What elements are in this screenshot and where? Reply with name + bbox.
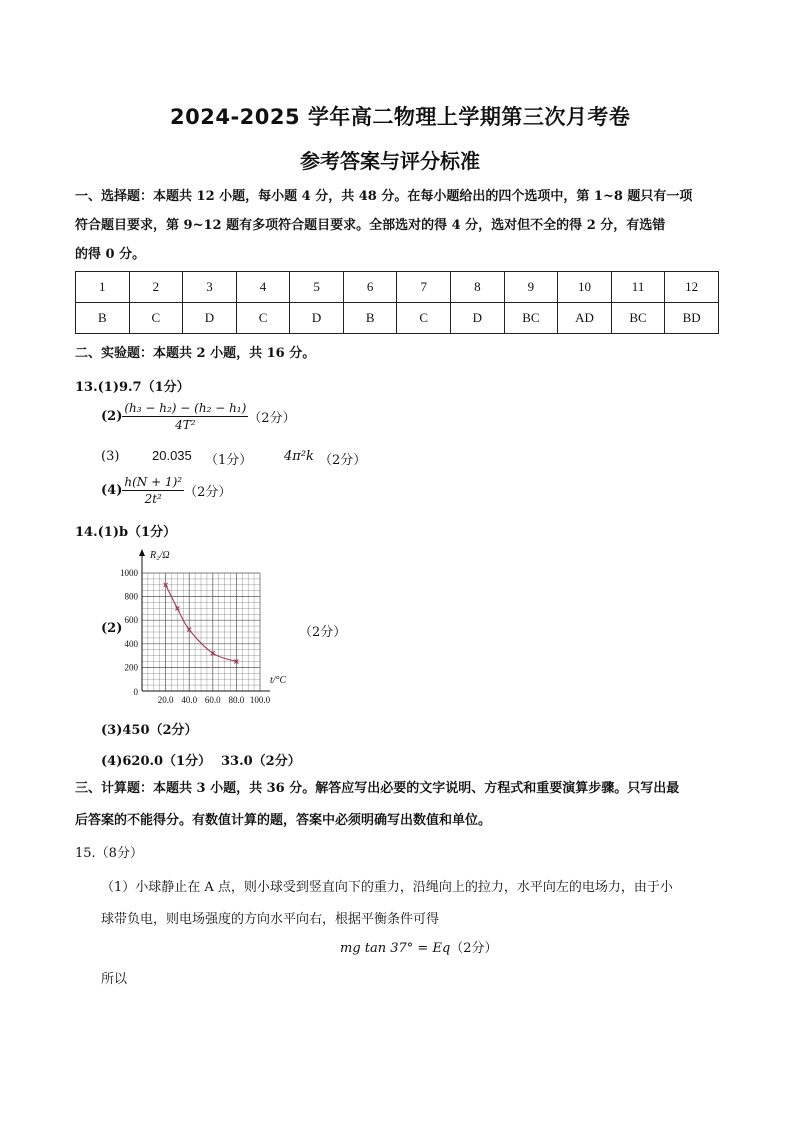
fraction-denominator: 2t² [144,492,162,506]
q15-equation: mg tan 37° = Eq [340,941,451,956]
table-cell: B [343,303,397,334]
x-tick-label: 60.0 [204,695,221,705]
fraction-numerator: h(N + 1)² [124,475,183,489]
section3-line2: 后答案的不能得分。有数值计算的题，答案中必须明确写出数值和单位。 [75,813,492,828]
answer-table-answer-row [76,303,719,334]
table-cell: C [129,303,183,334]
q15-equation-row [340,937,498,956]
section3-line1: 三、计算题：本题共 3 小题，共 36 分。解答应写出必要的文字说明、方程式和重要演算步骤。只写出最 [75,781,680,796]
q14-part4-a: (4)620.0（1分） [101,754,212,769]
q14-part1: 14.(1)b（1分） [75,525,177,540]
x-tick-label: 100.0 [249,695,271,705]
chart-grid [142,573,260,691]
table-cell: BC [504,303,558,334]
table-cell: D [451,303,505,334]
table-cell: B [76,303,130,334]
exam-title: 2024-2025 学年高二物理上学期第三次月考卷 [170,105,631,129]
q15-so: 所以 [101,972,128,987]
table-cell: 7 [397,272,451,303]
y-axis-title: R₂/Ω [150,550,170,561]
q14-part4-b: 33.0（2分） [221,754,301,769]
table-cell: 5 [290,272,344,303]
y-tick-label: 400 [124,638,138,649]
table-cell: AD [558,303,612,334]
table-cell: 8 [451,272,505,303]
q13-part3-value1: 20.035 [152,448,192,463]
q13-part2 [101,401,296,432]
x-tick-label: 80.0 [228,695,245,705]
fraction-numerator: (h₃ − h₂) − (h₂ − h₁) [124,401,247,415]
table-cell: BD [665,303,719,334]
resistance-temperature-chart [110,546,310,708]
q13-part3-value2: 4π²k [284,449,314,464]
table-cell: 12 [665,272,719,303]
q13-part4-label: (4) [101,483,123,498]
y-tick-label: 200 [124,662,138,673]
q13-part1: 13.(1)9.7（1分） [75,380,190,395]
q13-part4-fraction [122,475,184,506]
q15-header: 15.（8分） [75,846,143,861]
table-cell: 11 [611,272,665,303]
table-cell: 9 [504,272,558,303]
table-cell: 6 [343,272,397,303]
q13-part2-score: （2分） [248,411,296,426]
table-cell: C [397,303,451,334]
x-tick-label: 20.0 [157,695,174,705]
section2-heading: 二、实验题：本题共 2 小题，共 16 分。 [75,346,316,361]
exam-subtitle: 参考答案与评分标准 [300,149,480,173]
y-tick-label: 800 [124,591,138,602]
q14-part3: (3)450（2分） [101,723,198,738]
q14-part2-score: （2分） [299,625,347,640]
section1-line1: 一、选择题：本题共 12 小题，每小题 4 分，共 48 分。在每小题给出的四个选项中，第 1~8 题只有一项 [75,189,693,204]
q13-part3-score2: （2分） [319,453,367,468]
table-cell: 3 [183,272,237,303]
section1-line2: 符合题目要求，第 9~12 题有多项符合题目要求。全部选对的得 4 分，选对但不全的得 2 分，有选错 [75,218,666,233]
y-tick-label: 0 [133,687,138,697]
table-cell: BC [611,303,665,334]
q13-part3-score1: （1分） [205,453,253,468]
x-axis-title: t/°C [270,675,287,686]
q15-line2: 球带负电，则电场强度的方向水平向右，根据平衡条件可得 [101,912,440,927]
answer-table [75,271,719,334]
table-cell: 2 [129,272,183,303]
fraction-denominator: 4T² [175,418,196,432]
table-cell: D [290,303,344,334]
q13-part4 [101,475,231,506]
table-cell: C [236,303,290,334]
y-axis-arrow [139,549,145,556]
table-cell: 1 [76,272,130,303]
q13-part3-label: (3) [101,449,120,464]
q13-part2-label: (2) [101,409,123,424]
q13-part4-score: （2分） [184,485,232,500]
q14-part2-label: (2) [101,621,123,636]
table-cell: 10 [558,272,612,303]
answer-table-number-row [76,272,719,303]
table-cell: D [183,303,237,334]
x-tick-label: 40.0 [181,695,198,705]
table-cell: 4 [236,272,290,303]
q13-part2-fraction [122,401,248,432]
q15-equation-score: （2分） [450,941,498,956]
q15-line1: （1）小球静止在 A 点，则小球受到竖直向下的重力，沿绳向上的拉力，水平向左的电场力，由于小 [101,880,673,895]
y-tick-label: 1000 [120,568,138,578]
section1-line3: 的得 0 分。 [75,247,146,262]
y-tick-label: 600 [124,615,138,626]
